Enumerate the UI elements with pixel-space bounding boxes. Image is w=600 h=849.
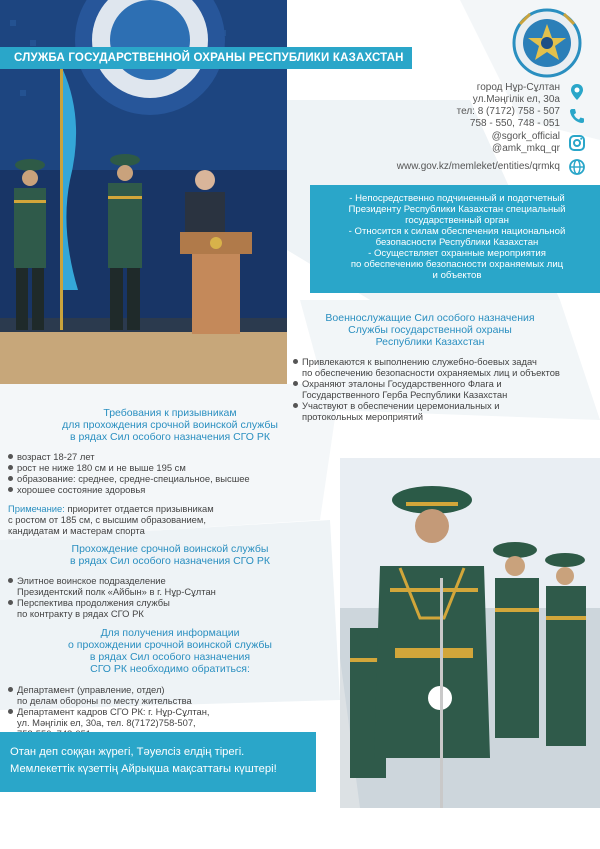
requirements-list xyxy=(8,451,308,495)
list-item-line: Государственного Герба Республики Казахстан xyxy=(302,389,508,400)
heading-line: для прохождения срочной воинской службы xyxy=(62,419,278,431)
heading-line: СГО РК необходимо обратиться: xyxy=(90,663,250,675)
service-heading xyxy=(20,543,320,567)
heading-line: Военнослужащие Сил особого назначения xyxy=(325,312,535,324)
list-item xyxy=(293,356,593,378)
phone-line-1: тел: 8 (7172) 758 - 507 xyxy=(456,106,560,117)
list-item xyxy=(293,400,593,422)
list-item-line: Перспектива продолжения службы xyxy=(17,597,170,608)
website-url: www.gov.kz/memleket/entities/qrmkq xyxy=(396,161,560,172)
heading-line: в рядах Сил особого назначения СГО РК xyxy=(70,431,270,443)
list-item-line: Президентский полк «Айбын» в г. Нұр-Сұлтан xyxy=(17,586,216,597)
list-item-line: Охраняют эталоны Государственного Флага и xyxy=(302,378,502,389)
list-item-line: Департамент кадров СГО РК: г. Нұр-Сұлтан, xyxy=(17,706,210,717)
list-item-line: по обеспечению безопасности охраняемых лиц и объектов xyxy=(302,367,560,378)
note-text: кандидатам и мастерам спорта xyxy=(8,525,145,536)
phone-line-2: 758 - 550, 748 - 051 xyxy=(469,118,560,129)
about-line: - Относится к силам обеспечения национальной xyxy=(348,226,566,237)
slogan-line-2: Мемлекеттік күзеттің Айрықша мақсаттағы күштері! xyxy=(10,763,277,775)
about-line: - Осуществляет охранные мероприятия xyxy=(368,248,546,259)
service-list xyxy=(8,575,308,619)
heading-line: Службы государственной охраны xyxy=(348,324,512,336)
heading-line: о прохождении срочной воинской службы xyxy=(68,639,272,651)
instagram-account-1: @sgork_official xyxy=(491,131,560,142)
about-line: и объектов xyxy=(432,270,482,281)
slogan-banner xyxy=(0,732,316,792)
globe-icon xyxy=(568,158,586,176)
list-item: образование: среднее, средне-специальное, высшее xyxy=(8,473,308,484)
list-item-line: Департамент (управление, отдел) xyxy=(17,684,165,695)
page-title: СЛУЖБА ГОСУДАРСТВЕННОЙ ОХРАНЫ РЕСПУБЛИКИ КАЗАХСТАН xyxy=(0,47,412,69)
forces-heading xyxy=(310,312,550,348)
info-list xyxy=(8,684,318,739)
about-service-text xyxy=(322,193,592,281)
list-item xyxy=(8,597,308,619)
requirements-note xyxy=(8,503,308,536)
list-item-line: ул. Мәңгілік ел, 30а, тел. 8(7172)758-507, xyxy=(17,717,196,728)
contact-phone xyxy=(420,106,560,130)
list-item: рост не ниже 180 см и не выше 195 см xyxy=(8,462,308,473)
about-line: Президенту Республики Казахстан специальный xyxy=(348,204,566,215)
instagram-account-2: @amk_mkq_qr xyxy=(492,143,560,154)
address-street: ул.Мәңгілік ел, 30а xyxy=(472,94,560,105)
info-heading xyxy=(20,627,320,675)
list-item-line: по делам обороны по месту жительства xyxy=(17,695,192,706)
contact-website xyxy=(380,161,560,173)
about-line: государственный орган xyxy=(405,215,509,226)
list-item xyxy=(8,575,308,597)
list-item: возраст 18-27 лет xyxy=(8,451,308,462)
heading-line: Для получения информации xyxy=(100,627,240,639)
list-item xyxy=(293,378,593,400)
honor-guard-photo xyxy=(340,458,600,808)
sgo-emblem-icon xyxy=(510,6,584,80)
about-service-box xyxy=(310,185,600,293)
note-text: с ростом от 185 см, с высшим образованием, xyxy=(8,514,206,525)
note-text: приоритет отдается призывникам xyxy=(64,503,214,514)
heading-line: Республики Казахстан xyxy=(375,336,485,348)
heading-line: в рядах Сил особого назначения xyxy=(89,651,251,663)
about-line: по обеспечению безопасности охраняемых лиц xyxy=(350,259,564,270)
note-label: Примечание: xyxy=(8,503,65,514)
address-city: город Нұр-Сұлтан xyxy=(476,82,560,93)
about-line: безопасности Республики Казахстан xyxy=(375,237,539,248)
heading-line: Требования к призывникам xyxy=(103,407,237,419)
heading-line: Прохождение срочной воинской службы xyxy=(71,543,269,555)
contact-address xyxy=(420,82,560,106)
list-item-line: по контракту в рядах СГО РК xyxy=(17,608,144,619)
list-item-line: Участвуют в обеспечении церемониальных и xyxy=(302,400,500,411)
requirements-heading xyxy=(20,407,320,443)
list-item xyxy=(8,684,318,706)
list-item-line: протокольных мероприятий xyxy=(302,411,423,422)
contact-instagram xyxy=(420,131,560,155)
slogan-line-1: Отан деп соққан жүрегі, Тәуелсіз елдің тірегі. xyxy=(10,746,245,758)
heading-line: в рядах Сил особого назначения СГО РК xyxy=(70,555,270,567)
list-item-line: Привлекаются к выполнению служебно-боевых задач xyxy=(302,356,537,367)
list-item-line: Элитное воинское подразделение xyxy=(17,575,166,586)
list-item: хорошее состояние здоровья xyxy=(8,484,308,495)
instagram-icon xyxy=(568,134,586,152)
about-line: - Непосредственно подчиненный и подотчетный xyxy=(349,193,565,204)
forces-list xyxy=(293,356,593,422)
phone-icon xyxy=(568,107,586,125)
location-pin-icon xyxy=(568,83,586,101)
